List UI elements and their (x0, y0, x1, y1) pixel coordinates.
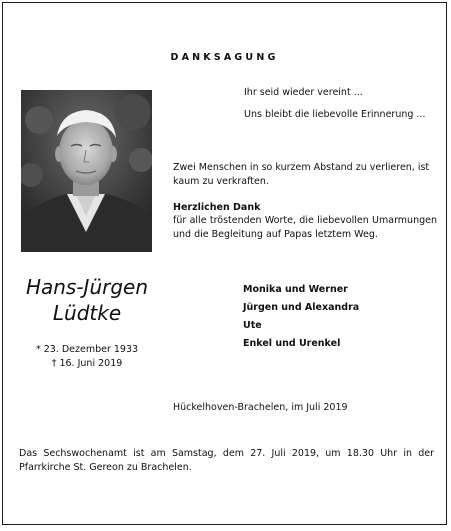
mourner-1: Monika und Werner (243, 284, 348, 295)
mourner-3: Ute (243, 320, 262, 331)
portrait-photo-image (21, 90, 152, 252)
place-date: Hückelhoven-Brachelen, im Juli 2019 (173, 402, 348, 413)
birth-date: * 23. Dezember 1933 (35, 344, 139, 355)
notice-title: DANKSAGUNG (170, 52, 279, 63)
death-date: † 16. Juni 2019 (51, 358, 123, 369)
deceased-first-name: Hans-Jürgen (25, 275, 149, 299)
thanks-body: für alle tröstenden Worte, die liebevollen Umarmungen und die Begleitung auf Papas letztem Weg. (173, 215, 437, 240)
obituary-card (2, 2, 447, 525)
deceased-last-name: Lüdtke (52, 301, 122, 325)
mourner-2: Jürgen und Alexandra (243, 302, 360, 313)
mourner-4: Enkel und Urenkel (243, 338, 341, 349)
memorial-service-note: Das Sechswochenamt ist am Samstag, dem 27. Juli 2019, um 18.30 Uhr in der Pfarrkirche St. Gereon zu Brachelen. (19, 448, 434, 473)
quote-line-1: Ihr seid wieder vereint ... (244, 87, 363, 98)
quote-line-2: Uns bleibt die liebevolle Erinnerung ... (244, 109, 426, 120)
portrait-photo (21, 90, 152, 252)
thanks-heading: Herzlichen Dank (173, 202, 261, 213)
intro-text: Zwei Menschen in so kurzem Abstand zu verlieren, ist kaum zu verkraften. (173, 162, 430, 187)
